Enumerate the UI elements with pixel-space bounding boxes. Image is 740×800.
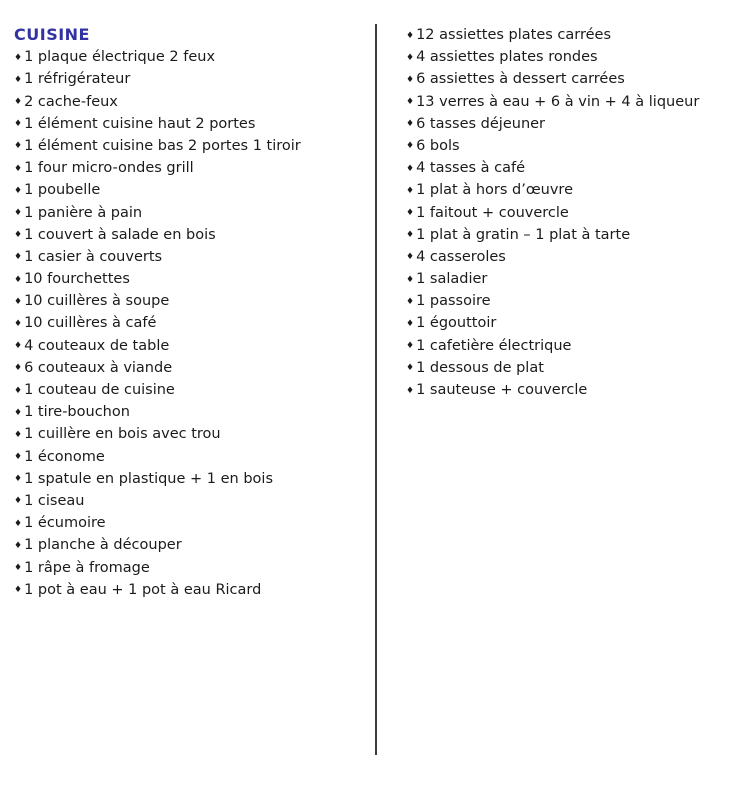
diamond-bullet-icon: ♦ [14, 274, 23, 285]
list-item [406, 357, 732, 379]
list-item [406, 91, 732, 113]
list-item [14, 512, 366, 534]
diamond-bullet-icon: ♦ [406, 230, 415, 241]
list-item [406, 157, 732, 179]
list-item [14, 157, 366, 179]
item-text: 6 tasses déjeuner [416, 115, 546, 132]
item-text: 1 spatule en plastique + 1 en bois [24, 470, 273, 487]
diamond-bullet-icon: ♦ [14, 141, 23, 152]
list-item [406, 202, 732, 224]
diamond-bullet-icon: ♦ [406, 208, 415, 218]
diamond-bullet-icon: ♦ [14, 563, 23, 573]
diamond-bullet-icon: ♦ [14, 163, 23, 174]
list-item [14, 135, 366, 157]
diamond-bullet-icon: ♦ [406, 296, 415, 307]
list-item [14, 534, 366, 556]
list-item [406, 246, 732, 268]
item-text: 1 dessous de plat [416, 359, 544, 376]
item-text: 1 poubelle [24, 182, 101, 199]
item-text: 1 passoire [416, 293, 491, 310]
list-item [406, 46, 732, 68]
diamond-bullet-icon: ♦ [406, 363, 415, 374]
item-text: 6 bols [416, 137, 460, 154]
right-column [406, 24, 732, 401]
diamond-bullet-icon: ♦ [14, 407, 23, 418]
item-text: 1 plat à gratin – 1 plat à tarte [416, 226, 631, 243]
diamond-bullet-icon: ♦ [406, 163, 415, 174]
item-text: 1 égouttoir [416, 315, 497, 332]
diamond-bullet-icon: ♦ [14, 363, 23, 374]
diamond-bullet-icon: ♦ [14, 496, 23, 507]
diamond-bullet-icon: ♦ [14, 429, 23, 440]
diamond-bullet-icon: ♦ [14, 585, 23, 596]
diamond-bullet-icon: ♦ [14, 208, 23, 218]
list-item [14, 446, 366, 468]
item-text: 1 panière à pain [24, 204, 143, 221]
left-column [14, 24, 366, 601]
item-text: 1 plat à hors d’œuvre [416, 182, 573, 199]
diamond-bullet-icon: ♦ [406, 385, 415, 396]
diamond-bullet-icon: ♦ [14, 518, 23, 529]
item-text: 12 assiettes plates carrées [416, 27, 612, 43]
list-item [14, 179, 366, 201]
diamond-bullet-icon: ♦ [14, 318, 23, 329]
list-item [14, 579, 366, 601]
section-title: CUISINE [14, 25, 90, 44]
list-item [14, 268, 366, 290]
diamond-bullet-icon: ♦ [14, 185, 23, 196]
item-text: 1 faitout + couvercle [416, 204, 569, 221]
diamond-bullet-icon: ♦ [14, 52, 23, 63]
item-text: 10 cuillères à soupe [24, 293, 170, 310]
list-item [14, 490, 366, 512]
list-item [14, 557, 366, 579]
diamond-bullet-icon: ♦ [406, 119, 415, 130]
diamond-bullet-icon: ♦ [14, 452, 23, 463]
list-item [406, 68, 732, 90]
diamond-bullet-icon: ♦ [14, 296, 23, 307]
list-item [14, 335, 366, 357]
diamond-bullet-icon: ♦ [406, 341, 415, 352]
list-item [406, 224, 732, 246]
list-item [14, 202, 366, 224]
list-item [406, 379, 732, 401]
item-text: 4 casseroles [416, 248, 506, 265]
item-text: 13 verres à eau + 6 à vin + 4 à liqueur [416, 93, 700, 110]
item-text: 6 assiettes à dessert carrées [416, 71, 625, 88]
item-text: 1 cuillère en bois avec trou [24, 426, 221, 443]
diamond-bullet-icon: ♦ [14, 97, 23, 108]
diamond-bullet-icon: ♦ [14, 341, 23, 352]
kitchen-inventory-left-list [14, 46, 366, 601]
list-item [406, 268, 732, 290]
list-item [14, 357, 366, 379]
item-text: 1 couteau de cuisine [24, 382, 175, 398]
list-item [406, 135, 732, 157]
list-item [14, 46, 366, 68]
list-item [406, 312, 732, 334]
list-item [406, 113, 732, 135]
list-item [14, 468, 366, 490]
diamond-bullet-icon: ♦ [406, 252, 415, 263]
list-item [14, 290, 366, 312]
list-item [14, 379, 366, 401]
list-item [14, 224, 366, 246]
kitchen-inventory-right-list [406, 24, 732, 401]
item-text: 1 couvert à salade en bois [24, 226, 216, 243]
item-text: 1 cafetière électrique [416, 337, 572, 354]
item-text: 1 sauteuse + couvercle [416, 382, 588, 398]
list-item [14, 312, 366, 334]
item-text: 1 râpe à fromage [24, 559, 150, 576]
item-text: 1 four micro-ondes grill [24, 160, 194, 177]
list-item [14, 423, 366, 445]
list-item [14, 91, 366, 113]
list-item [406, 335, 732, 357]
diamond-bullet-icon: ♦ [406, 141, 415, 152]
item-text: 10 cuillères à café [24, 315, 157, 332]
diamond-bullet-icon: ♦ [14, 119, 23, 130]
item-text: 1 plaque électrique 2 feux [24, 49, 216, 66]
diamond-bullet-icon: ♦ [14, 385, 23, 396]
item-text: 1 ciseau [24, 492, 85, 509]
item-text: 6 couteaux à viande [24, 359, 173, 376]
item-text: 1 économe [24, 448, 105, 465]
item-text: 1 saladier [416, 271, 488, 288]
diamond-bullet-icon: ♦ [406, 74, 415, 85]
item-text: 4 couteaux de table [24, 337, 170, 354]
diamond-bullet-icon: ♦ [406, 30, 415, 41]
diamond-bullet-icon: ♦ [14, 252, 23, 263]
item-text: 1 tire-bouchon [24, 404, 130, 421]
list-item [14, 113, 366, 135]
list-item [406, 24, 732, 46]
diamond-bullet-icon: ♦ [14, 540, 23, 551]
item-text: 1 élément cuisine haut 2 portes [24, 115, 256, 132]
diamond-bullet-icon: ♦ [406, 97, 415, 108]
diamond-bullet-icon: ♦ [406, 318, 415, 329]
item-text: 2 cache-feux [24, 93, 118, 110]
item-text: 4 assiettes plates rondes [416, 49, 598, 66]
item-text: 1 écumoire [24, 515, 106, 532]
list-item [406, 290, 732, 312]
item-text: 1 casier à couverts [24, 248, 163, 265]
column-divider [375, 24, 377, 755]
item-text: 1 élément cuisine bas 2 portes 1 tiroir [24, 137, 301, 154]
item-text: 10 fourchettes [24, 271, 130, 288]
item-text: 1 réfrigérateur [24, 71, 131, 88]
list-item [14, 401, 366, 423]
item-text: 4 tasses à café [416, 160, 526, 177]
diamond-bullet-icon: ♦ [14, 230, 23, 241]
list-item [406, 179, 732, 201]
diamond-bullet-icon: ♦ [406, 52, 415, 63]
diamond-bullet-icon: ♦ [14, 74, 23, 85]
diamond-bullet-icon: ♦ [406, 274, 415, 285]
item-text: 1 planche à découper [24, 537, 182, 554]
diamond-bullet-icon: ♦ [14, 474, 23, 485]
list-item [14, 246, 366, 268]
diamond-bullet-icon: ♦ [406, 185, 415, 196]
item-text: 1 pot à eau + 1 pot à eau Ricard [24, 581, 262, 598]
list-item [14, 68, 366, 90]
